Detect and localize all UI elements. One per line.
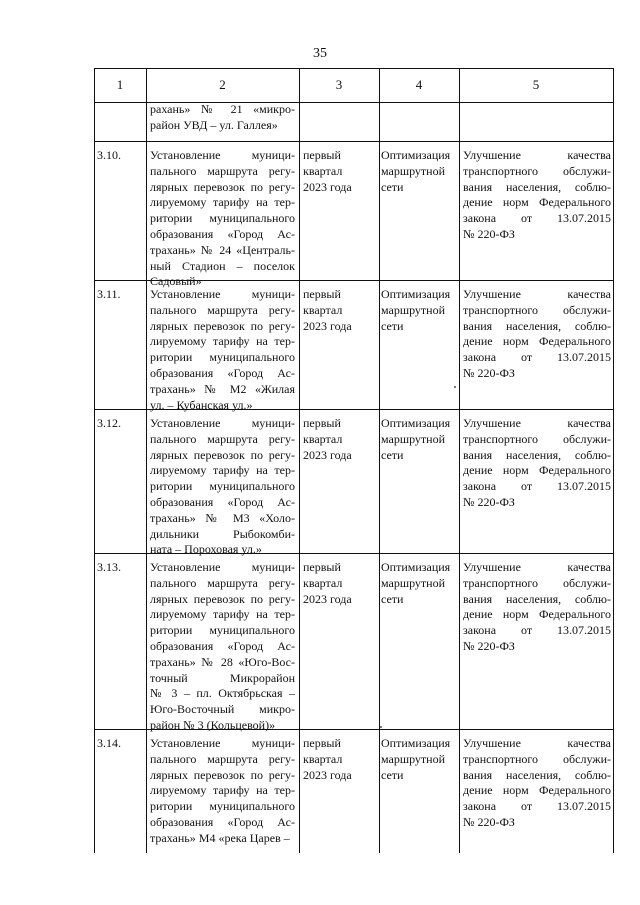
text-line: район УВД – ул. Галлея» <box>150 117 278 132</box>
text-line: 2023 года <box>303 447 352 462</box>
text-line: лируемому тарифу на тер- <box>150 463 295 478</box>
text-line: Оптимизация <box>381 560 451 574</box>
row-goal <box>381 416 463 463</box>
text-line: транспортного обслужи- <box>463 575 611 590</box>
text-line: первый <box>303 416 341 430</box>
text-line: образования «Город Ас- <box>150 638 295 653</box>
text-line: лируемому тарифу на тер- <box>150 334 295 349</box>
row-term <box>303 148 378 195</box>
text-line: маршрутной <box>381 575 446 590</box>
text-line: пального маршрута регу- <box>150 163 295 178</box>
row-result <box>463 148 611 243</box>
row-description <box>150 736 295 847</box>
header-col-1: 1 <box>116 77 124 92</box>
text-line: точный Микрорайон <box>150 670 295 685</box>
row-description <box>150 560 295 734</box>
text-line: 2023 года <box>303 318 352 333</box>
text-line: трахань» № 24 «Централь- <box>150 242 295 257</box>
row-goal <box>381 736 463 783</box>
text-line: № 220-ФЗ <box>463 494 515 509</box>
text-line: первый <box>303 736 341 750</box>
text-line: лярных перевозок по регу- <box>150 318 295 333</box>
text-line: рахань» № 21 «микро- <box>150 102 295 116</box>
row-term <box>303 416 378 463</box>
text-line: № 3 – пл. Октябрьская – <box>150 686 295 701</box>
text-line: первый <box>303 560 341 574</box>
text-line: 2023 года <box>303 767 352 782</box>
text-line: сети <box>381 179 404 194</box>
text-line: Установление муници- <box>150 560 295 574</box>
text-line: Установление муници- <box>150 148 295 162</box>
column-divider-3 <box>379 68 380 853</box>
table-border-left <box>94 68 95 853</box>
text-line: Улучшение качества <box>463 416 611 430</box>
text-line: квартал <box>303 575 343 590</box>
text-line: дение норм Федерального <box>463 607 611 622</box>
header-col-2: 2 <box>219 77 226 92</box>
text-line: трахань» № М3 «Холо- <box>150 510 295 525</box>
text-line: Улучшение качества <box>463 736 611 750</box>
text-line: закона от 13.07.2015 <box>463 211 611 226</box>
text-line: пального маршрута регу- <box>150 751 295 766</box>
row-number: 3.11. <box>97 287 121 301</box>
row-goal <box>381 287 463 334</box>
text-line: образования «Город Ас- <box>150 365 295 380</box>
text-line: дение норм Федерального <box>463 334 611 349</box>
text-line: образования «Город Ас- <box>150 814 295 829</box>
text-line: лярных перевозок по регу- <box>150 447 295 462</box>
row-result <box>463 560 611 655</box>
text-line: закона от 13.07.2015 <box>463 479 611 494</box>
header-col-4: 4 <box>415 77 423 92</box>
text-line: № 220-ФЗ <box>463 226 515 241</box>
row-term <box>303 287 378 334</box>
text-line: 2023 года <box>303 179 352 194</box>
text-line: Юго-Восточный микро- <box>150 702 295 717</box>
text-line: трахань» М4 «река Царев – <box>150 830 290 845</box>
row-result <box>463 416 611 511</box>
text-line: лируемому тарифу на тер- <box>150 195 295 210</box>
text-line: ул. – Кубанская ул.» <box>150 397 253 412</box>
text-line: Оптимизация <box>381 287 451 301</box>
row-number: 3.14. <box>97 736 121 750</box>
row-term <box>303 736 378 783</box>
text-line: ритории муниципального <box>150 350 295 365</box>
text-line: ритории муниципального <box>150 211 295 226</box>
text-line: транспортного обслужи- <box>463 302 611 317</box>
text-line: Садовый» <box>150 274 202 289</box>
text-line: транспортного обслужи- <box>463 751 611 766</box>
text-line: квартал <box>303 163 343 178</box>
text-line: маршрутной <box>381 751 446 766</box>
text-line: квартал <box>303 302 343 317</box>
text-line: дение норм Федерального <box>463 783 611 798</box>
text-line: лярных перевозок по регу- <box>150 179 295 194</box>
text-line: закона от 13.07.2015 <box>463 350 611 365</box>
text-line: ритории муниципального <box>150 623 295 638</box>
text-line: ритории муниципального <box>150 479 295 494</box>
text-line: № 220-ФЗ <box>463 365 515 380</box>
column-divider-2 <box>299 68 300 853</box>
text-line: сети <box>381 447 404 462</box>
text-line: дильники Рыбокомби- <box>150 526 295 541</box>
plan-table <box>94 68 614 853</box>
text-line: № 220-ФЗ <box>463 814 515 829</box>
text-line: Оптимизация <box>381 148 451 162</box>
text-line: дение норм Федерального <box>463 195 611 210</box>
text-line: ритории муниципального <box>150 799 295 814</box>
text-line: маршрутной <box>381 163 446 178</box>
column-divider-1 <box>146 68 147 853</box>
text-line: маршрутной <box>381 302 446 317</box>
text-line: ный Стадион – поселок <box>150 258 295 273</box>
text-line: трахань» № 28 «Юго-Вос- <box>150 654 295 669</box>
row-number: 3.12. <box>97 416 121 430</box>
text-line: сети <box>381 591 404 606</box>
header-col-5: 5 <box>532 77 540 92</box>
row-result <box>463 287 611 382</box>
table-border-right <box>613 68 614 853</box>
text-line: закона от 13.07.2015 <box>463 799 611 814</box>
text-line: вания населения, соблю- <box>463 591 611 606</box>
text-line: первый <box>303 148 341 162</box>
row-result <box>463 736 611 831</box>
text-line: Улучшение качества <box>463 560 611 574</box>
text-line: Улучшение качества <box>463 148 611 162</box>
text-line: дение норм Федерального <box>463 463 611 478</box>
row-goal <box>381 148 463 195</box>
continuation-text <box>150 102 295 134</box>
text-line: пального маршрута регу- <box>150 302 295 317</box>
text-line: Установление муници- <box>150 287 295 301</box>
row-goal <box>381 560 463 607</box>
text-line: лярных перевозок по регу- <box>150 591 295 606</box>
text-line: пального маршрута регу- <box>150 431 295 446</box>
text-line: вания населения, соблю- <box>463 767 611 782</box>
text-line: Установление муници- <box>150 416 295 430</box>
row-divider <box>94 141 614 142</box>
row-number: 3.10. <box>97 148 121 162</box>
text-line: маршрутной <box>381 431 446 446</box>
row-number: 3.13. <box>97 560 121 574</box>
row-description <box>150 287 295 413</box>
text-line: лируемому тарифу на тер- <box>150 607 295 622</box>
scan-speck <box>380 726 382 728</box>
text-line: район № 3 (Кольцевой)» <box>150 717 276 732</box>
text-line: Оптимизация <box>381 416 451 430</box>
text-line: квартал <box>303 431 343 446</box>
text-line: лируемому тарифу на тер- <box>150 783 295 798</box>
text-line: квартал <box>303 751 343 766</box>
text-line: № 220-ФЗ <box>463 638 515 653</box>
text-line: ната – Пороховая ул.» <box>150 542 262 557</box>
row-term <box>303 560 378 607</box>
text-line: пального маршрута регу- <box>150 575 295 590</box>
text-line: образования «Город Ас- <box>150 494 295 509</box>
row-description <box>150 416 295 558</box>
scan-speck <box>454 386 456 388</box>
text-line: закона от 13.07.2015 <box>463 623 611 638</box>
text-line: сети <box>381 767 404 782</box>
text-line: образования «Город Ас- <box>150 226 295 241</box>
text-line: Улучшение качества <box>463 287 611 301</box>
text-line: 2023 года <box>303 591 352 606</box>
text-line: Оптимизация <box>381 736 451 750</box>
text-line: лярных перевозок по регу- <box>150 767 295 782</box>
text-line: Установление муници- <box>150 736 295 750</box>
text-line: сети <box>381 318 404 333</box>
page-number: 35 <box>313 46 327 61</box>
text-line: вания населения, соблю- <box>463 318 611 333</box>
header-col-3: 3 <box>335 77 343 92</box>
text-line: трахань» № М2 «Жилая <box>150 381 295 396</box>
text-line: первый <box>303 287 341 301</box>
text-line: транспортного обслужи- <box>463 163 611 178</box>
text-line: транспортного обслужи- <box>463 431 611 446</box>
text-line: вания населения, соблю- <box>463 447 611 462</box>
row-description <box>150 148 295 290</box>
text-line: вания населения, соблю- <box>463 179 611 194</box>
